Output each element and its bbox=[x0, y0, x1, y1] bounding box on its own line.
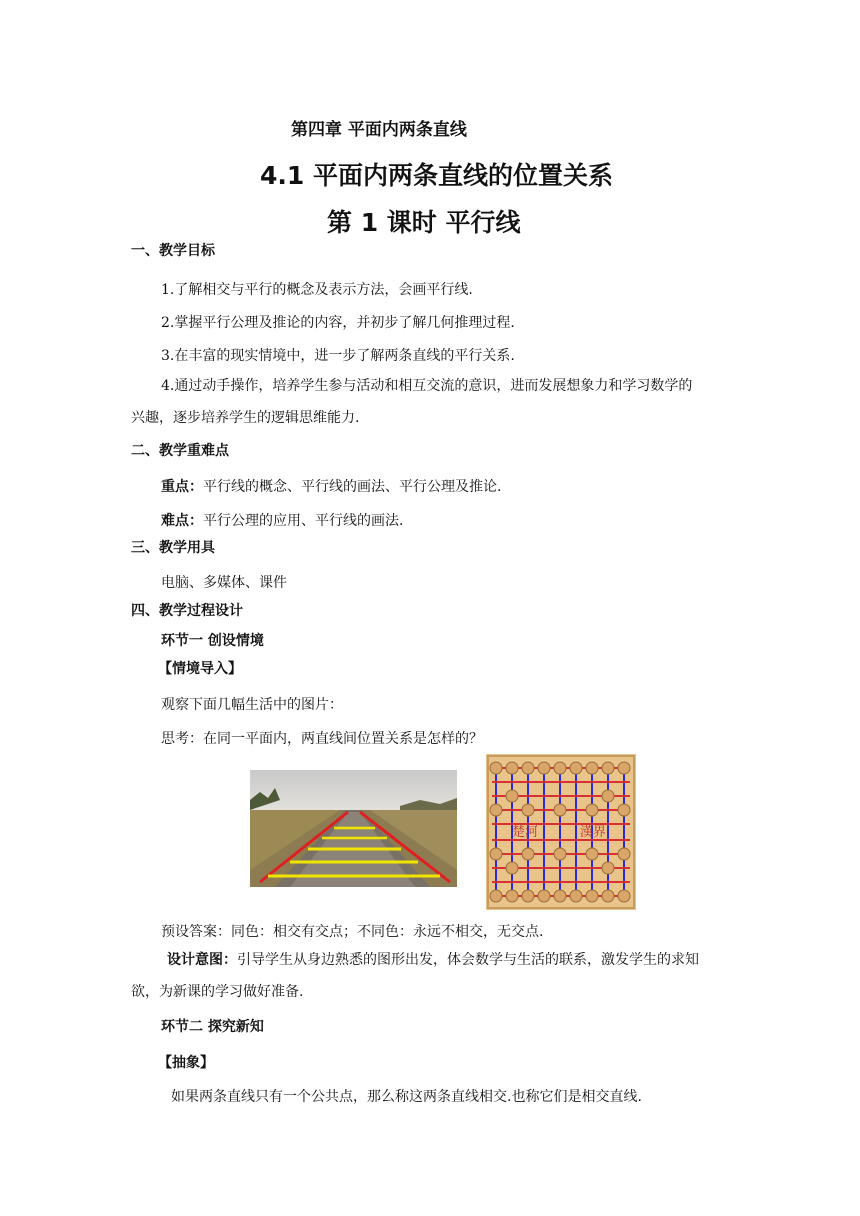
goal-item: 2.掌握平行公理及推论的内容，并初步了解几何推理过程. bbox=[161, 315, 515, 331]
difficult-point-label: 难点： bbox=[161, 513, 203, 529]
lesson-title: 4.1 平面内两条直线的位置关系 bbox=[260, 161, 613, 190]
goal-item: 3.在丰富的现实情境中，进一步了解两条直线的平行关系. bbox=[161, 348, 515, 364]
difficult-point bbox=[161, 510, 403, 530]
answer-text: 预设答案：同色：相交有交点；不同色：永远不相交，无交点. bbox=[161, 924, 544, 940]
section-heading-keypoints: 二、教学重难点 bbox=[131, 443, 229, 459]
abstract-text: 如果两条直线只有一个公共点，那么称这两条直线相交.也称它们是相交直线. bbox=[171, 1089, 642, 1105]
design-intent-label: 设计意图： bbox=[167, 952, 237, 968]
design-intent-text: 引导学生从身边熟悉的图形出发，体会数学与生活的联系，激发学生的求知欲，为新课的学习做好准备. bbox=[131, 952, 699, 1000]
section-heading-process: 四、教学过程设计 bbox=[131, 603, 243, 619]
goal-item: 1.了解相交与平行的概念及表示方法，会画平行线. bbox=[161, 282, 473, 298]
goal-item: 4.通过动手操作，培养学生参与活动和相互交流的意识，进而发展想象力和学习数学的兴趣，逐步培养学生的逻辑思维能力. bbox=[131, 378, 693, 426]
think-text: 思考：在同一平面内，两直线间位置关系是怎样的？ bbox=[161, 731, 483, 747]
section-heading-goals: 一、教学目标 bbox=[131, 243, 215, 259]
abstract-label: 【抽象】 bbox=[158, 1055, 214, 1071]
chess-board-image bbox=[486, 754, 636, 910]
intro-label: 【情境导入】 bbox=[158, 661, 242, 677]
key-point-label: 重点： bbox=[161, 479, 203, 495]
difficult-point-text: 平行公理的应用、平行线的画法. bbox=[203, 513, 404, 529]
design-intent bbox=[131, 944, 706, 1008]
board-river-left: 楚河 bbox=[512, 825, 539, 840]
section-heading-tools: 三、教学用具 bbox=[131, 540, 215, 556]
step-2-heading: 环节二 探究新知 bbox=[161, 1019, 264, 1035]
chapter-title: 第四章 平面内两条直线 bbox=[291, 120, 467, 140]
lesson-subtitle: 第 1 课时 平行线 bbox=[327, 208, 521, 237]
observe-text: 观察下面几幅生活中的图片： bbox=[161, 697, 343, 713]
tools-text: 电脑、多媒体、课件 bbox=[161, 575, 287, 591]
railway-photo bbox=[250, 770, 457, 887]
key-point bbox=[161, 476, 501, 496]
key-point-text: 平行线的概念、平行线的画法、平行公理及推论. bbox=[203, 479, 502, 495]
board-river-right: 漢界 bbox=[580, 825, 607, 840]
step-1-heading: 环节一 创设情境 bbox=[161, 633, 264, 649]
